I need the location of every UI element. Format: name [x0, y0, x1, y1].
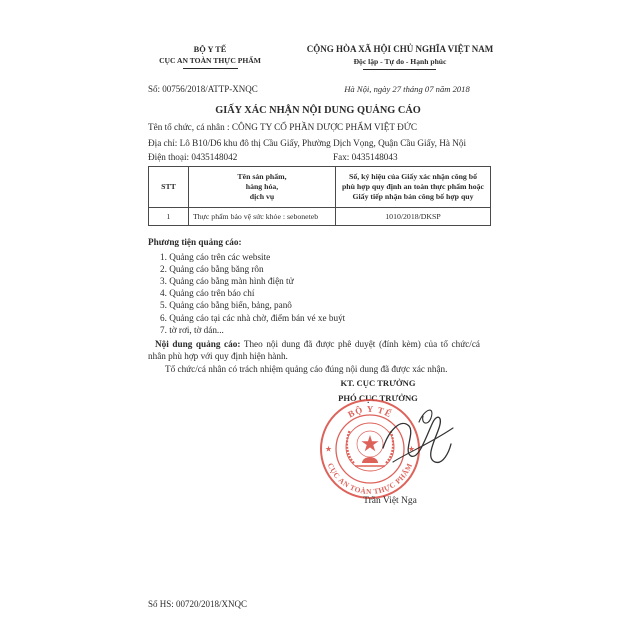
header-certificate-line: Giấy tiếp nhận bản công bố hợp quy	[352, 192, 474, 201]
content-label: Nội dung quảng cáo:	[155, 338, 241, 349]
product-table	[148, 166, 491, 226]
applicant-name-label: Tên tổ chức, cá nhân :	[148, 121, 230, 132]
cell-stt: 1	[149, 208, 189, 226]
applicant-address-value: Lô B10/D6 khu đô thị Cầu Giấy, Phường Dịch Vọng, Quận Cầu Giấy, Hà Nội	[179, 137, 467, 148]
signature-position: PHÓ CỤC TRƯỞNG	[338, 392, 418, 403]
applicant-fax-label: Fax:	[333, 151, 350, 162]
cell-certificate: 1010/2018/DKSP	[336, 208, 491, 226]
applicant-phone-label: Điện thoại:	[148, 151, 190, 162]
cell-product: Thực phẩm bảo vệ sức khỏe : seboneteb	[189, 208, 336, 226]
dossier-number: Số HS: 00720/2018/XNQC	[148, 598, 248, 609]
media-heading: Phương tiện quảng cáo:	[148, 236, 242, 247]
header-certificate-line: phù hợp quy định an toàn thực phẩm hoặc	[341, 182, 485, 191]
list-item: 7. tờ rơi, tờ dán...	[160, 324, 224, 335]
seal-left-star-icon	[325, 445, 331, 451]
seal-bottom-text: CỤC AN TOÀN THỰC PHẨM	[325, 461, 415, 496]
seal-top-text: BỘ Y TẾ	[346, 403, 394, 419]
country-name: CỘNG HÒA XÃ HỘI CHỦ NGHĨA VIỆT NAM	[306, 44, 494, 54]
header-right-rule	[363, 69, 436, 70]
national-motto: Độc lập - Tự do - Hạnh phúc	[353, 56, 447, 66]
list-item: 6. Quảng cáo tại các nhà chờ, điểm bán vé xe buýt	[160, 312, 346, 323]
header-certificate	[336, 167, 491, 208]
table-header-row	[149, 167, 491, 208]
handwritten-signature	[375, 400, 455, 475]
applicant-address-line	[148, 138, 466, 149]
list-item: 1. Quảng cáo trên các website	[160, 251, 271, 262]
applicant-fax-value: 0435148043	[351, 151, 398, 162]
table-row	[149, 208, 491, 226]
media-list	[160, 251, 345, 336]
signer-name: Trần Việt Nga	[363, 495, 417, 506]
list-item: 5. Quảng cáo bằng biển, bảng, panô	[160, 300, 292, 311]
signature-delegation: KT. CỤC TRƯỞNG	[340, 377, 416, 388]
header-product-line: hàng hóa,	[245, 182, 279, 191]
content-paragraph	[148, 338, 480, 362]
agency-name: CỤC AN TOÀN THỰC PHẨM	[159, 56, 261, 65]
applicant-fax-line	[333, 152, 398, 163]
applicant-phone-value: 0435148042	[191, 151, 238, 162]
header-product-line: dịch vụ	[249, 192, 275, 201]
header-stt: STT	[149, 167, 189, 208]
applicant-address-label: Địa chỉ:	[148, 137, 178, 148]
applicant-name-value: CÔNG TY CỔ PHẦN DƯỢC PHẨM VIỆT ĐỨC	[231, 121, 417, 132]
applicant-phone-line	[148, 152, 237, 163]
document-title: GIẤY XÁC NHẬN NỘI DUNG QUẢNG CÁO	[215, 105, 421, 116]
header-product	[189, 167, 336, 208]
applicant-name-line	[148, 122, 417, 133]
content-text: Theo nội dung đã được phê duyệt (đính kèm) của tổ chức/cá nhân phù hợp với quy định hiện hành.	[148, 338, 480, 361]
header-certificate-line: Số, ký hiệu của Giấy xác nhận công bố	[348, 172, 478, 181]
ministry-name: BỘ Y TẾ	[193, 45, 227, 54]
list-item: 2. Quảng cáo bằng băng rôn	[160, 263, 264, 274]
document-number: Số: 00756/2018/ATTP-XNQC	[148, 84, 258, 94]
issue-date: Hà Nội, ngày 27 tháng 07 năm 2018	[344, 84, 470, 94]
header-left-rule	[183, 68, 238, 69]
header-product-line: Tên sản phẩm,	[237, 172, 287, 181]
list-item: 3. Quảng cáo bằng màn hình điện tử	[160, 275, 294, 286]
responsibility-note: Tổ chức/cá nhân có trách nhiệm quảng cáo đúng nội dung đã được xác nhận.	[165, 363, 448, 374]
list-item: 4. Quảng cáo trên báo chí	[160, 288, 255, 299]
